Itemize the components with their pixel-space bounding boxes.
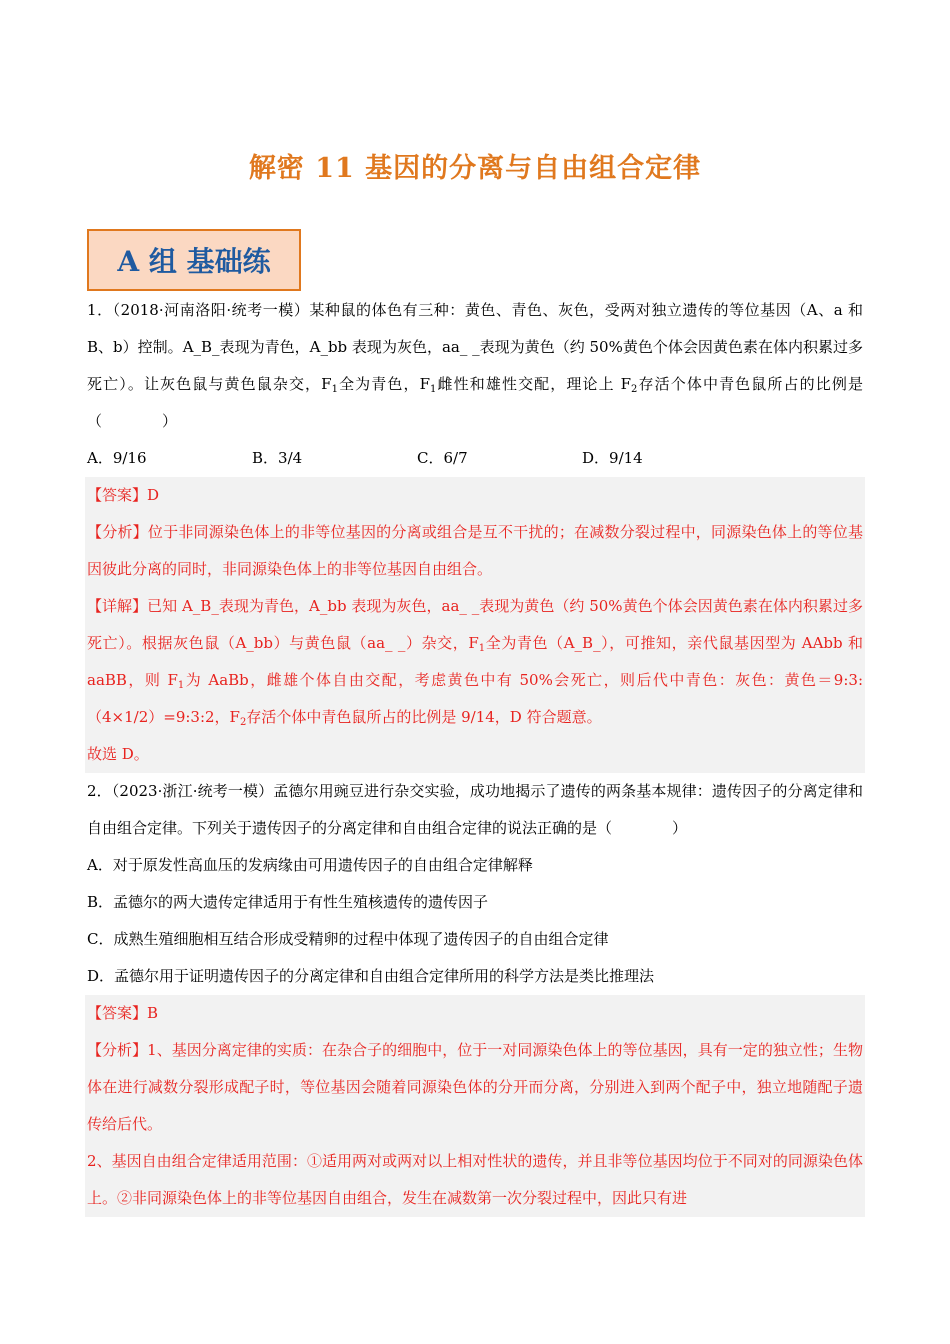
question-1-options <box>87 440 863 477</box>
analysis-tag: 【分析】 <box>87 1041 148 1059</box>
subscript: 1 <box>478 643 486 654</box>
q2-answer: 【答案】B <box>87 1004 159 1022</box>
q1-stem-part: 存活个体中青色鼠所占的比例是（ ） <box>87 375 863 430</box>
option-b: B．孟德尔的两大遗传定律适用于有性生殖核遗传的遗传因子 <box>87 893 489 911</box>
subscript: 2 <box>239 717 247 728</box>
document-body <box>87 292 863 1217</box>
q1-detail <box>87 588 863 736</box>
detail-text: 存活个体中青色鼠所占的比例是 9/14，D 符合题意。 <box>246 708 602 726</box>
subscript: 1 <box>177 680 185 691</box>
subscript: 1 <box>430 384 437 395</box>
option-d: D．孟德尔用于证明遗传因子的分离定律和自由组合定律所用的科学方法是类比推理法 <box>87 967 655 985</box>
analysis-text: 位于非同源染色体上的非等位基因的分离或组合是互不干扰的；在减数分裂过程中，同源染色体上的等位基因彼此分离的同时，非同源染色体上的非等位基因自由组合。 <box>87 523 863 578</box>
option-a: A．9/16 <box>87 449 147 467</box>
detail-text: 已知 A_B_表现为青色，A_bb 表现为灰色，aa_ _表现为黄色（约 50%黄色个体会因黄色素在体内积累过多死亡）。根据灰色鼠（A_bb）与黄色鼠（aa_ _）杂交，F <box>87 597 863 652</box>
question-2-solution <box>85 995 865 1217</box>
q1-conclusion: 故选 D。 <box>87 745 149 763</box>
option-b: B．3/4 <box>252 449 303 467</box>
option-c: C．6/7 <box>417 449 468 467</box>
question-2-stem: 2．（2023·浙江·统考一模）孟德尔用豌豆进行杂交实验，成功地揭示了遗传的两条基本规律：遗传因子的分离定律和自由组合定律。下列关于遗传因子的分离定律和自由组合定律的说法正确的是（ ） <box>87 782 863 837</box>
detail-text: 为 AaBb，雌雄个体自由交配，考虑黄色中有 50%会死亡，则后代中青色：灰色：黄色＝9:3:（4×1/2）=9:3:2，F <box>87 671 864 726</box>
q1-analysis <box>87 514 863 588</box>
q2-analysis-2: 2、基因自由组合定律适用范围：①适用两对或两对以上相对性状的遗传，并且非等位基因均位于不同对的同源染色体上。②非同源染色体上的非等位基因自由组合，发生在减数第一次分裂过程中，因此只有进 <box>87 1152 863 1207</box>
q2-analysis-1 <box>87 1032 863 1143</box>
page-title: 解密 11 基因的分离与自由组合定律 <box>248 153 702 184</box>
question-1-stem <box>87 292 863 440</box>
analysis-text: 1、基因分离定律的实质：在杂合子的细胞中，位于一对同源染色体上的等位基因，具有一定的独立性；生物体在进行减数分裂形成配子时，等位基因会随着同源染色体的分开而分离，分别进入到两个配子中，独立地随配子遗传给后代。 <box>87 1041 863 1133</box>
option-a: A．对于原发性高血压的发病缘由可用遗传因子的自由组合定律解释 <box>87 856 533 874</box>
subscript: 1 <box>331 384 338 395</box>
option-d: D．9/14 <box>582 449 643 467</box>
q1-answer: 【答案】D <box>87 486 160 504</box>
analysis-tag: 【分析】 <box>87 523 148 541</box>
detail-tag: 【详解】 <box>87 597 148 615</box>
q1-stem-part: 雌性和雄性交配，理论上 F <box>436 375 632 393</box>
section-group-label <box>87 229 301 291</box>
option-c: C．成熟生殖细胞相互结合形成受精卵的过程中体现了遗传因子的自由组合定律 <box>87 930 609 948</box>
detail-text: 全为青色（A_B_），可推知，亲代鼠基因型为 AAbb 和 aaBB，则 F <box>87 634 863 689</box>
group-label-text: A 组 基础练 <box>117 245 271 278</box>
subscript: 2 <box>631 384 638 395</box>
question-1-solution <box>85 477 865 773</box>
q1-stem-part: 全为青色，F <box>337 375 431 393</box>
q1-stem-part: 1．（2018·河南洛阳·统考一模）某种鼠的体色有三种：黄色、青色、灰色，受两对独立遗传的等位基因（A、a 和 B、b）控制。A_B_表现为青色，A_bb 表现为灰色，aa_ _表现为黄色（约 50%黄色个体会因黄色素在体内积累过多死亡）。让灰色鼠与黄色鼠杂交，F <box>87 301 863 393</box>
